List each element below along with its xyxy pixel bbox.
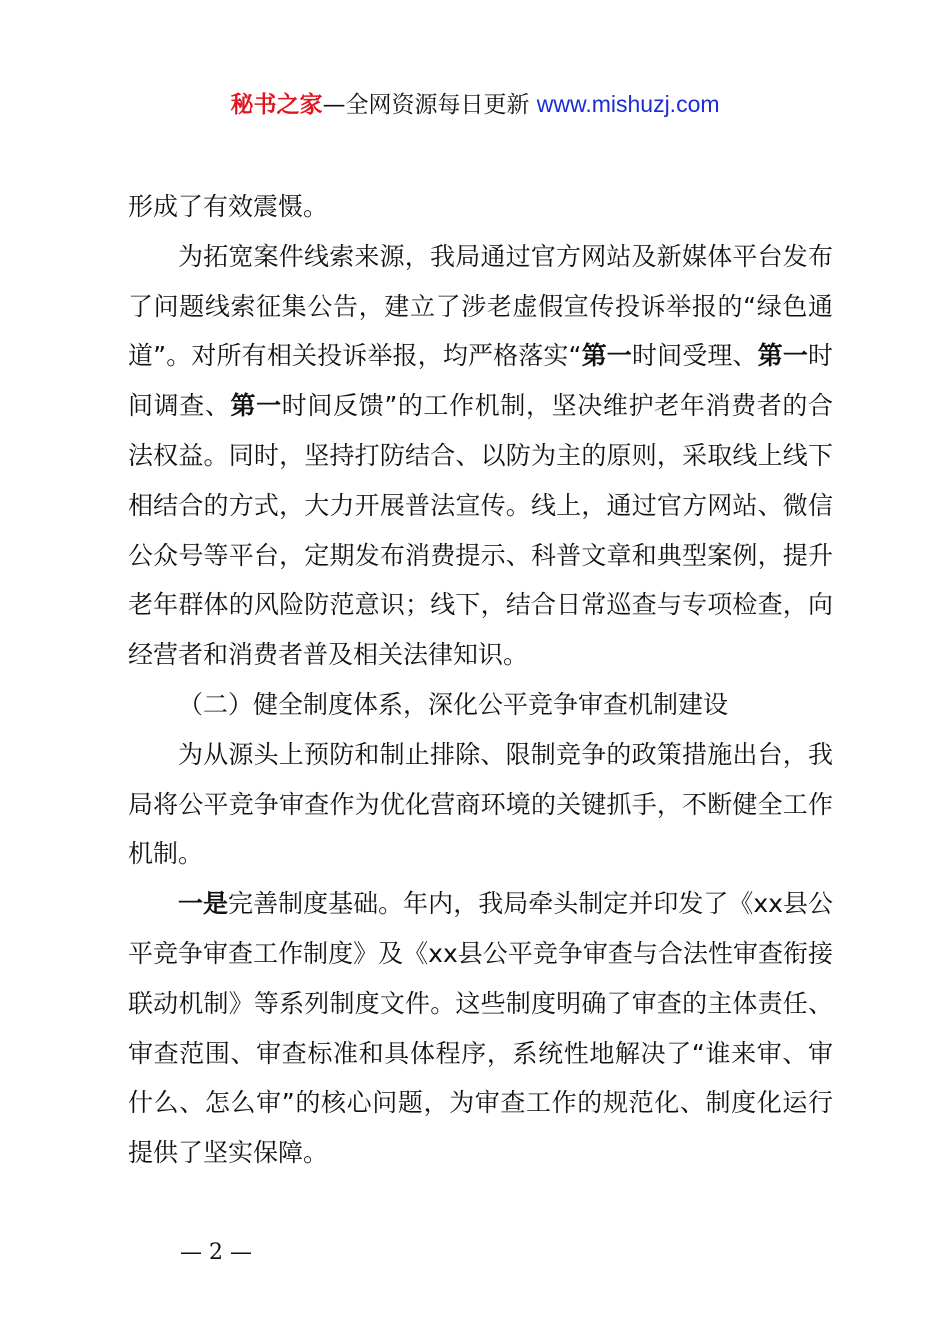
header-slogan: —全网资源每日更新 bbox=[322, 92, 530, 118]
page-number: — 2 — bbox=[180, 1240, 252, 1265]
section-heading: （二）健全制度体系，深化公平竞争审查机制建设 bbox=[178, 689, 729, 719]
paragraph-text: 时间受理、 bbox=[631, 341, 758, 371]
paragraph-text: 形成了有效震慑。 bbox=[128, 192, 329, 221]
paragraph bbox=[128, 232, 833, 680]
brand-name: 秘书之家 bbox=[230, 92, 323, 118]
bold-term: 第一 bbox=[230, 391, 282, 421]
paragraph-text: 为拓宽案件线索来源，我局通过官方网站及新媒体平台发布了问题线索征集公告，建立了涉老虚假宣传投诉举报的“绿色通道”。对所有相关投诉举报，均严格落实“ bbox=[128, 241, 833, 371]
paragraph-text: 完善制度基础。年内，我局牵头制定并印发了《xx县公平竞争审查工作制度》及《xx县公平竞争审查与合法性审查衔接联动机制》等系列制度文件。这些制度明确了审查的主体责任、审查范围、审查标准和具体程序，系统性地解决了“谁来审、审什么、怎么审”的核心问题，为审查工作的规范化、制度化运行提供了坚实保障。 bbox=[128, 889, 833, 1168]
paragraph bbox=[128, 182, 833, 232]
bold-term: 第一 bbox=[581, 341, 632, 371]
document-body bbox=[128, 182, 833, 1178]
paragraph-text: 时间调查、 bbox=[128, 341, 833, 421]
paragraph-text: 时间反馈”的工作机制，坚决维护老年消费者的合法权益。同时，坚持打防结合、以防为主的原则，采取线上线下相结合的方式，大力开展普法宣传。线上，通过官方网站、微信公众号等平台，定期发布消费提示、科普文章和典型案例，提升老年群体的风险防范意识；线下，结合日常巡查与专项检查，向经营者和消费者普及相关法律知识。 bbox=[128, 391, 833, 670]
site-url-link[interactable]: www.mishuzj.com bbox=[536, 91, 720, 117]
paragraph bbox=[128, 879, 833, 1178]
bold-lead: 一是 bbox=[178, 889, 229, 919]
paragraph: 为从源头上预防和制止排除、限制竞争的政策措施出台，我局将公平竞争审查作为优化营商环境的关键抓手，不断健全工作机制。 bbox=[128, 739, 833, 869]
site-header bbox=[0, 88, 950, 121]
bold-term: 第一 bbox=[757, 341, 808, 371]
